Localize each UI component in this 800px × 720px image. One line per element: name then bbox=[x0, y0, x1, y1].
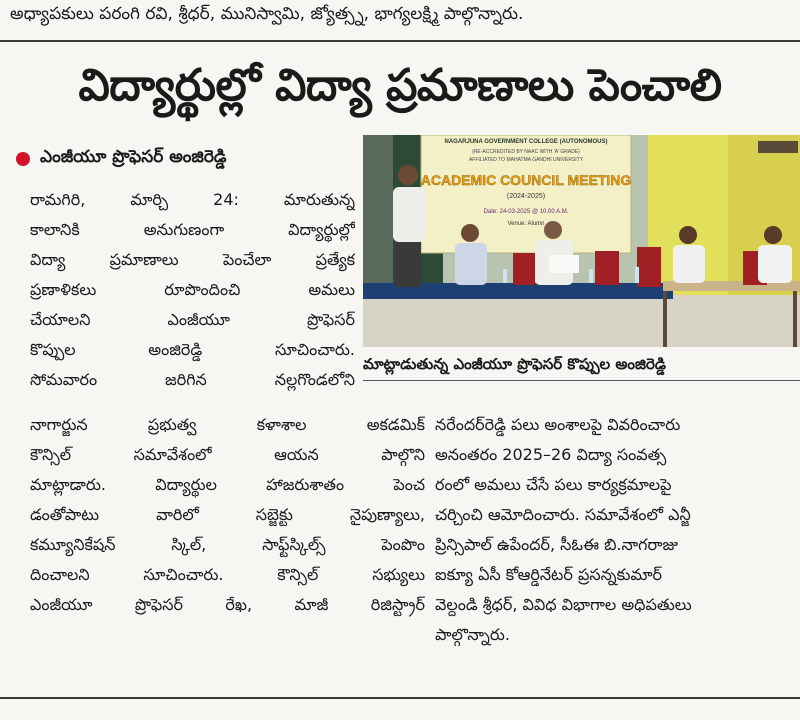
column-2 bbox=[435, 410, 800, 650]
byline bbox=[16, 143, 356, 175]
headline: విద్యార్థుల్లో విద్యా ప్రమాణాలు పెంచాలి bbox=[78, 60, 722, 111]
caption-divider bbox=[363, 380, 800, 381]
meeting-photo bbox=[363, 135, 800, 347]
body-line: ప్రిన్సిపాల్ ఉపేందర్, సీఓఈ బి.నాగరాజు bbox=[435, 535, 678, 554]
previous-article-tail: అధ్యాపకులు పరంగి రవి, శ్రీధర్, మునిస్వామి, జ్యోత్స్న, భాగ్యలక్ష్మి పాల్గొన్నారు. bbox=[10, 4, 524, 24]
bullet-icon bbox=[16, 152, 30, 166]
body-line: కమ్యూనికేషన్ స్కిల్, సాఫ్ట్‌స్కిల్స్ పెంపొం bbox=[30, 535, 425, 554]
body-line: కాలానికి అనుగుణంగా విద్యార్థుల్లో bbox=[30, 220, 355, 239]
top-divider bbox=[0, 40, 800, 42]
body-line: అనంతరం 2025–26 విద్యా సంవత్స bbox=[435, 445, 667, 464]
body-line: విద్యా ప్రమాణాలు పెంచేలా ప్రత్యేక bbox=[30, 250, 355, 269]
body-line: చేయాలని ఎంజీయూ ప్రొఫెసర్ bbox=[30, 310, 355, 329]
body-line: మాట్లాడారు. విద్యార్థుల హాజరుశాతం పెంచ bbox=[30, 475, 425, 494]
banner-date: Date: 24-03-2025 @ 10.00 A.M. bbox=[483, 209, 569, 215]
banner-year: (2024-2025) bbox=[506, 193, 546, 200]
banner-venue: Venue: Alumn bbox=[507, 221, 545, 227]
body-line: రంలో అమలు చేసే పలు కార్యక్రమాలపై bbox=[435, 475, 672, 494]
column-1-continued bbox=[30, 410, 425, 620]
banner-college: NAGARJUNA GOVERNMENT COLLEGE (AUTONOMOUS) bbox=[444, 139, 608, 145]
body-line: డంతోపాటు వారిలో సబ్జెక్టు నైపుణ్యాలు, bbox=[30, 505, 425, 524]
bottom-divider bbox=[0, 697, 800, 699]
photo-caption: మాట్లాడుతున్న ఎంజీయూ ప్రొఫెసర్ కొప్పుల అంజిరెడ్డి bbox=[363, 355, 666, 373]
body-line: చర్చించి ఆమోదించారు. సమావేశంలో ఎన్జీ bbox=[435, 505, 691, 524]
body-line: కొప్పుల అంజిరెడ్డి సూచించారు. bbox=[30, 340, 355, 359]
banner-affiliation: AFFILIATED TO MAHATMA GANDHI UNIVERSITY bbox=[468, 157, 584, 163]
body-line: నరేందర్‌రెడ్డి పలు అంశాలపై వివరించారు bbox=[435, 415, 681, 434]
column-1 bbox=[30, 185, 355, 395]
byline-text: ఎంజీయూ ప్రొఫెసర్ అంజిరెడ్డి bbox=[40, 147, 227, 167]
body-line: రామగిరి, మార్చి 24: మారుతున్న bbox=[30, 190, 355, 209]
body-line: పాల్గొన్నారు. bbox=[435, 625, 510, 644]
banner-title: ACADEMIC COUNCIL MEETING bbox=[420, 172, 632, 188]
body-line: వెల్దండి శ్రీధర్, వివిధ విభాగాల అధిపతులు bbox=[435, 595, 692, 614]
body-line: ఎంజీయూ ప్రొఫెసర్ రేఖ, మాజీ రిజిస్ట్రార్ bbox=[30, 595, 425, 614]
body-line: కౌన్సిల్ సమావేశంలో ఆయన పాల్గొని bbox=[30, 445, 425, 464]
body-line: నాగార్జున ప్రభుత్వ కళాశాల అకడమిక్ bbox=[30, 415, 425, 434]
body-line: ప్రణాళికలు రూపొందించి అమలు bbox=[30, 280, 355, 299]
body-line: దించాలని సూచించారు. కౌన్సిల్ సభ్యులు bbox=[30, 565, 425, 584]
body-line: ఐక్యూ ఏసీ కోఆర్డినేటర్ ప్రసన్నకుమార్ bbox=[435, 565, 663, 584]
body-line: సోమవారం జరిగిన నల్లగొండలోని bbox=[30, 370, 355, 389]
banner-accreditation: (RE-ACCREDITED BY NAAC WITH 'A' GRADE) bbox=[472, 149, 580, 155]
